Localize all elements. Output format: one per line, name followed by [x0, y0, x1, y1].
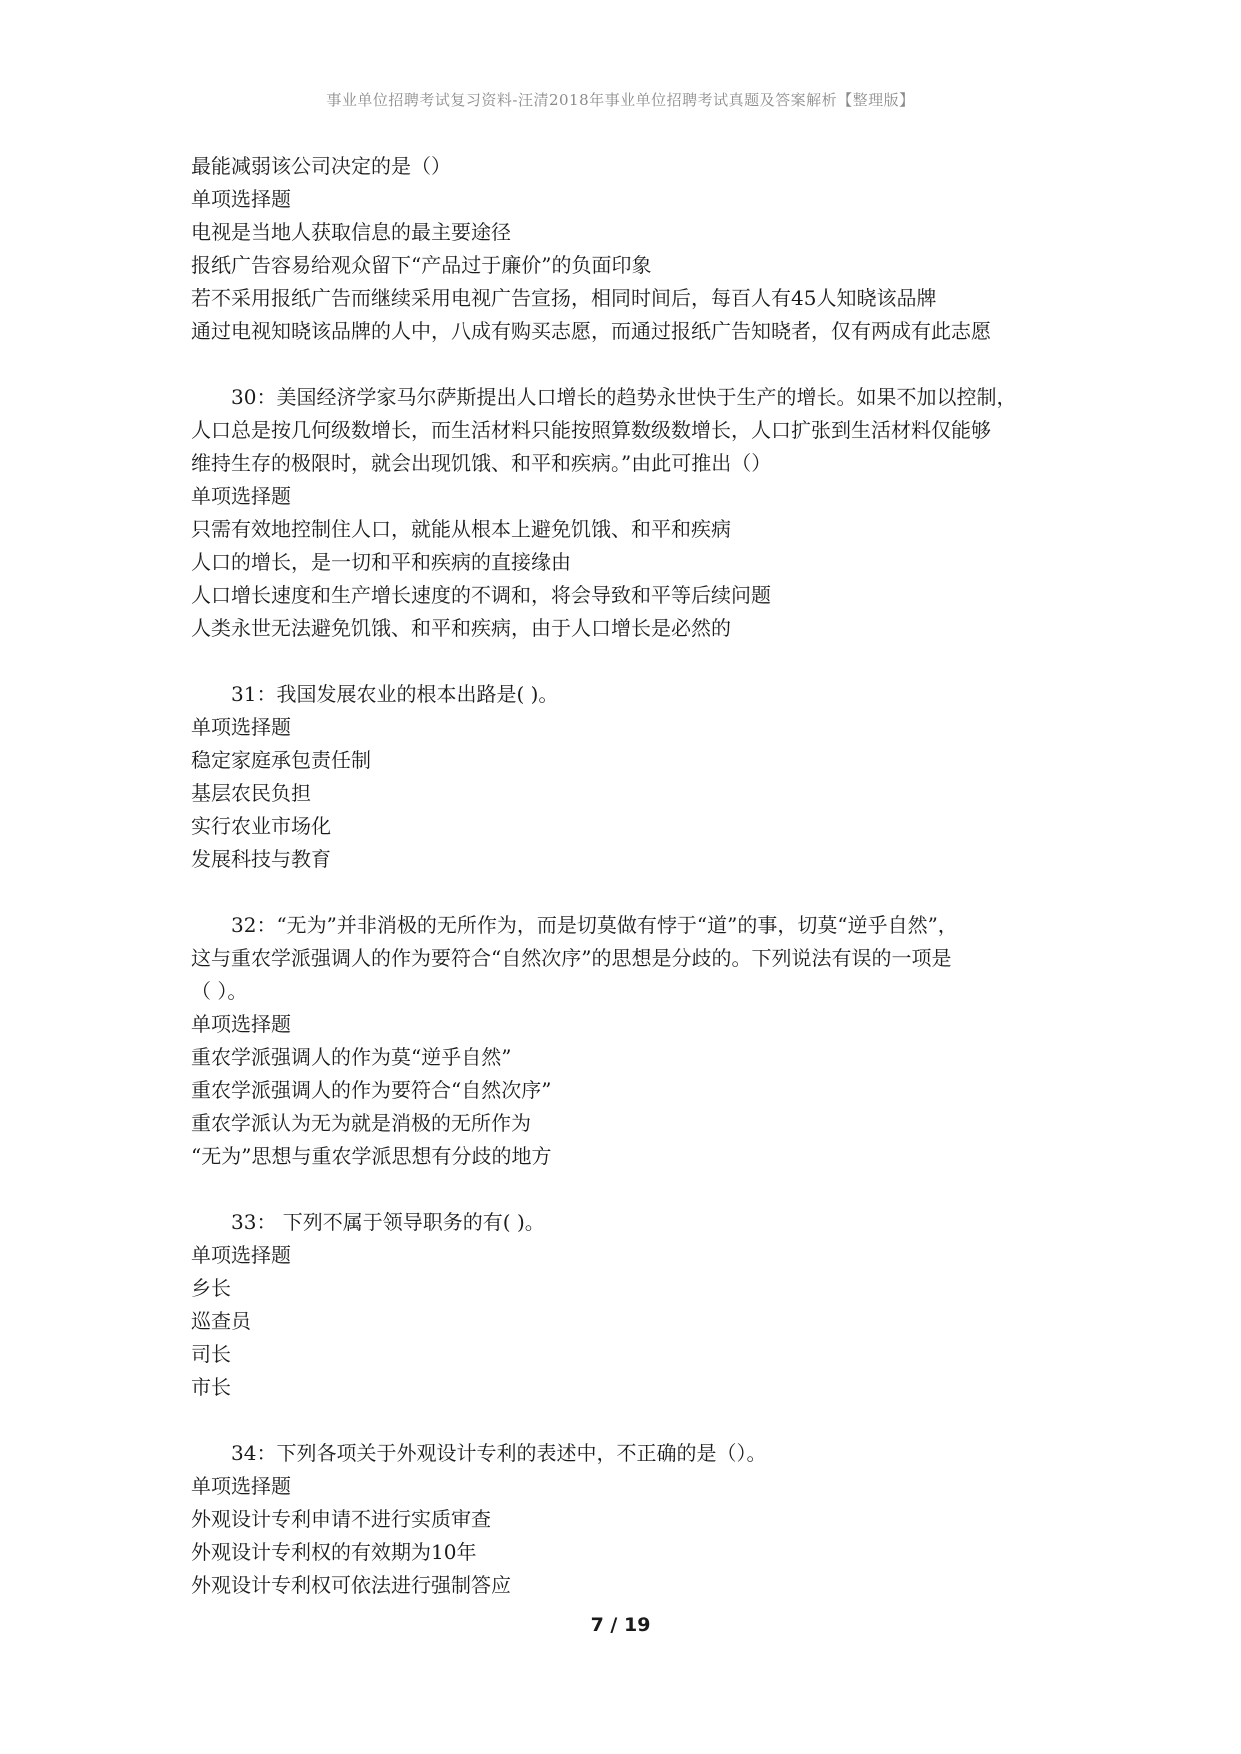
- option-b: 重农学派强调人的作为要符合“自然次序”: [191, 1078, 552, 1102]
- question-stem-line: 人口总是按几何级数增长，而生活材料只能按照算数级数增长，人口扩张到生活材料仅能够: [191, 418, 991, 442]
- question-type: 单项选择题: [191, 1243, 291, 1267]
- option-d: 发展科技与教育: [191, 847, 331, 871]
- question-type: 单项选择题: [191, 187, 291, 211]
- option-c: 若不采用报纸广告而继续采用电视广告宣扬，相同时间后，每百人有45人知晓该品牌: [191, 286, 937, 310]
- option-a: 外观设计专利申请不进行实质审查: [191, 1507, 491, 1531]
- question-stem: 31：我国发展农业的根本出路是( )。: [231, 682, 559, 706]
- option-a: 重农学派强调人的作为莫“逆乎自然”: [191, 1045, 512, 1069]
- question-stem-line: 32：“无为”并非消极的无所作为，而是切莫做有悖于“道”的事，切莫“逆乎自然”，: [231, 913, 958, 937]
- option-c: 重农学派认为无为就是消极的无所作为: [191, 1111, 531, 1135]
- option-b: 报纸广告容易给观众留下“产品过于廉价”的负面印象: [191, 253, 652, 277]
- option-b: 外观设计专利权的有效期为10年: [191, 1540, 477, 1564]
- question-type: 单项选择题: [191, 1474, 291, 1498]
- question-34: [191, 1437, 1071, 1602]
- option-d: 通过电视知晓该品牌的人中，八成有购买志愿，而通过报纸广告知晓者，仅有两成有此志愿: [191, 319, 991, 343]
- option-a: 乡长: [191, 1276, 231, 1300]
- option-d: “无为”思想与重农学派思想有分歧的地方: [191, 1144, 552, 1168]
- option-b: 基层农民负担: [191, 781, 311, 805]
- question-stem: 34：下列各项关于外观设计专利的表述中，不正确的是（）。: [231, 1441, 767, 1465]
- option-d: 人类永世无法避免饥饿、和平和疾病，由于人口增长是必然的: [191, 616, 731, 640]
- question-stem: 33： 下列不属于领导职务的有( )。: [231, 1210, 545, 1234]
- option-a: 稳定家庭承包责任制: [191, 748, 371, 772]
- question-30: [191, 381, 1071, 645]
- question-stem-line: 维持生存的极限时，就会出现饥饿、和平和疾病。”由此可推出（）: [191, 451, 772, 475]
- question-29-tail: [191, 150, 1071, 348]
- page-header: 事业单位招聘考试复习资料-汪清2018年事业单位招聘考试真题及答案解析【整理版】: [326, 91, 915, 109]
- option-c: 实行农业市场化: [191, 814, 331, 838]
- option-c: 司长: [191, 1342, 231, 1366]
- document-body: [191, 150, 1071, 1602]
- option-b: 人口的增长，是一切和平和疾病的直接缘由: [191, 550, 571, 574]
- option-a: 只需有效地控制住人口，就能从根本上避免饥饿、和平和疾病: [191, 517, 731, 541]
- question-32: [191, 909, 1071, 1173]
- question-31: [191, 678, 1071, 876]
- question-type: 单项选择题: [191, 484, 291, 508]
- option-c: 人口增长速度和生产增长速度的不调和，将会导致和平等后续问题: [191, 583, 771, 607]
- option-d: 市长: [191, 1375, 231, 1399]
- option-b: 巡查员: [191, 1309, 251, 1333]
- question-stem-line: （ ）。: [191, 979, 248, 1003]
- page-number: 7 / 19: [590, 1614, 651, 1636]
- question-stem: 最能减弱该公司决定的是（）: [191, 154, 451, 178]
- question-stem-line: 这与重农学派强调人的作为要符合“自然次序”的思想是分歧的。下列说法有误的一项是: [191, 946, 952, 970]
- option-c: 外观设计专利权可依法进行强制答应: [191, 1573, 511, 1597]
- question-type: 单项选择题: [191, 715, 291, 739]
- question-stem-line: 30：美国经济学家马尔萨斯提出人口增长的趋势永世快于生产的增长。如果不加以控制，: [231, 385, 1017, 409]
- option-a: 电视是当地人获取信息的最主要途径: [191, 220, 511, 244]
- question-type: 单项选择题: [191, 1012, 291, 1036]
- question-33: [191, 1206, 1071, 1404]
